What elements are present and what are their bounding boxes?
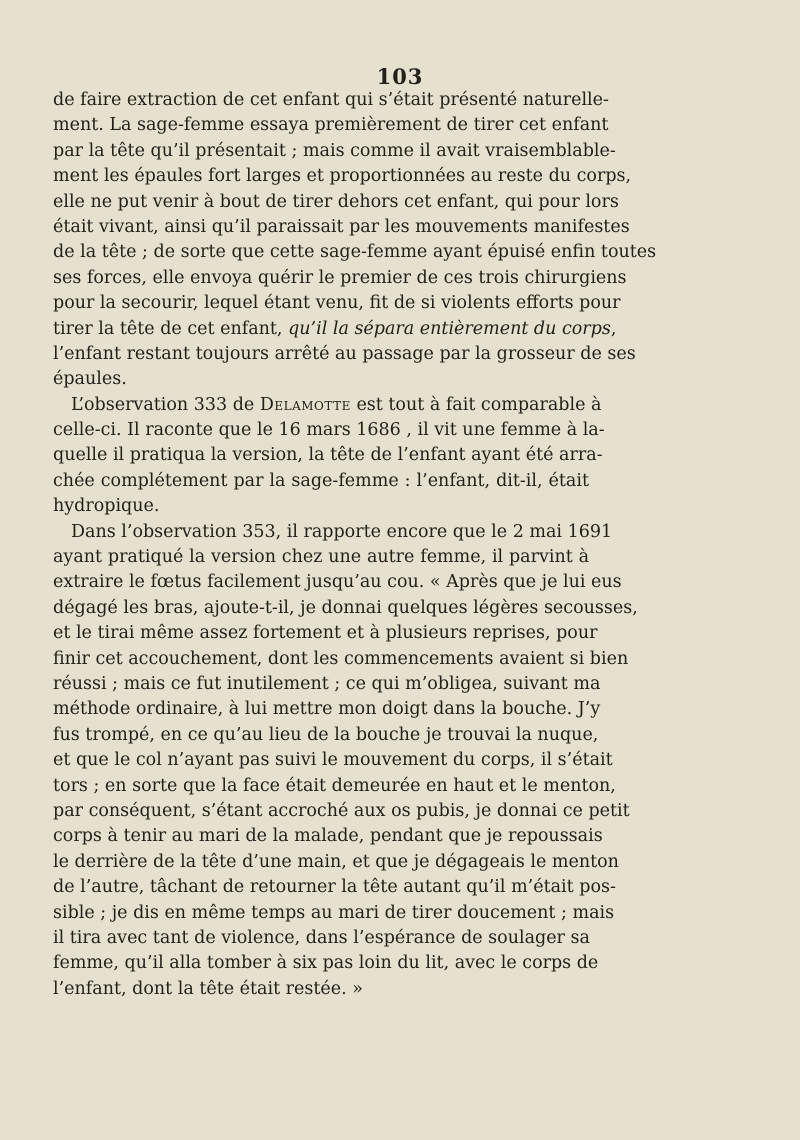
text-line: finir cet accouchement, dont les commencements avaient si bien: [53, 648, 629, 669]
text-line: femme, qu’il alla tomber à six pas loin du lit, avec le corps de: [53, 953, 599, 974]
text-line: hydropique.: [53, 496, 160, 517]
text-span: ,: [610, 318, 617, 339]
text-line: fus trompé, en ce qu’au lieu de la bouche je trouvai la nuque,: [53, 724, 599, 745]
text-line: elle ne put venir à bout de tirer dehors cet enfant, qui pour lors: [53, 191, 619, 212]
text-line: par conséquent, s’étant accroché aux os pubis, je donnai ce petit: [53, 800, 630, 821]
text-line: [53, 317, 617, 342]
text-line: était vivant, ainsi qu’il paraissait par les mouvements manifestes: [53, 216, 630, 237]
text-line: ses forces, elle envoya quérir le premier de ces trois chirurgiens: [53, 267, 627, 288]
text-span: tirer la tête de cet enfant,: [53, 318, 289, 339]
text-line: corps à tenir au mari de la malade, pendant que je repoussais: [53, 826, 603, 847]
text-line: le derrière de la tête d’une main, et que je dégageais le menton: [53, 851, 619, 872]
body-text: [53, 88, 657, 1002]
text-line: et le tirai même assez fortement et à plusieurs reprises, pour: [53, 623, 598, 644]
text-line: tors ; en sorte que la face était demeurée en haut et le menton,: [53, 775, 616, 796]
text-line: chée complétement par la sage-femme : l’enfant, dit-il, était: [53, 470, 589, 491]
text-line: celle-ci. Il raconte que le 16 mars 1686 , il vit une femme à la-: [53, 420, 605, 441]
text-line: de faire extraction de cet enfant qui s’était présenté naturelle-: [53, 90, 609, 110]
text-line: par la tête qu’il présentait ; mais comme il avait vraisemblable-: [53, 140, 616, 161]
text-line: réussi ; mais ce fut inutilement ; ce qui m’obligea, suivant ma: [53, 673, 601, 694]
text-span: est tout à fait comparable à: [350, 394, 602, 415]
text-line: épaules.: [53, 369, 127, 390]
text-line: quelle il pratiqua la version, la tête de l’enfant ayant été arra-: [53, 445, 603, 466]
page-number: 103: [376, 64, 424, 89]
text-line: l’enfant, dont la tête était restée. »: [53, 978, 363, 999]
text-line: ment. La sage-femme essaya premièrement de tirer cet enfant: [53, 115, 609, 136]
text-line: [53, 393, 602, 418]
text-line: et que le col n’ayant pas suivi le mouvement du corps, il s’était: [53, 750, 613, 771]
text-span: L’observation 333 de: [71, 394, 260, 415]
text-line: sible ; je dis en même temps au mari de tirer doucement ; mais: [53, 902, 615, 923]
author-name: Delamotte: [259, 394, 351, 415]
text-line: l’enfant restant toujours arrêté au passage par la grosseur de ses: [53, 343, 636, 364]
text-line: Dans l’observation 353, il rapporte encore que le 2 mai 1691: [71, 521, 613, 542]
text-line: de la tête ; de sorte que cette sage-femme ayant épuisé enfin toutes: [53, 242, 657, 263]
text-line: méthode ordinaire, à lui mettre mon doigt dans la bouche. J’y: [53, 699, 601, 720]
text-line: ayant pratiqué la version chez une autre femme, il parvint à: [53, 547, 589, 568]
text-line: il tira avec tant de violence, dans l’espérance de soulager sa: [53, 927, 590, 948]
text-line: de l’autre, tâchant de retourner la tête autant qu’il m’était pos-: [53, 877, 616, 898]
text-line: extraire le fœtus facilement jusqu’au cou. « Après que je lui eus: [53, 572, 622, 593]
text-line: dégagé les bras, ajoute-t-il, je donnai quelques légères secousses,: [53, 597, 638, 618]
text-line: pour la secourir, lequel étant venu, fit de si violents efforts pour: [53, 293, 621, 314]
italic-text: qu’il la sépara entièrement du corps: [288, 318, 611, 339]
text-line: ment les épaules fort larges et proportionnées au reste du corps,: [53, 166, 632, 187]
